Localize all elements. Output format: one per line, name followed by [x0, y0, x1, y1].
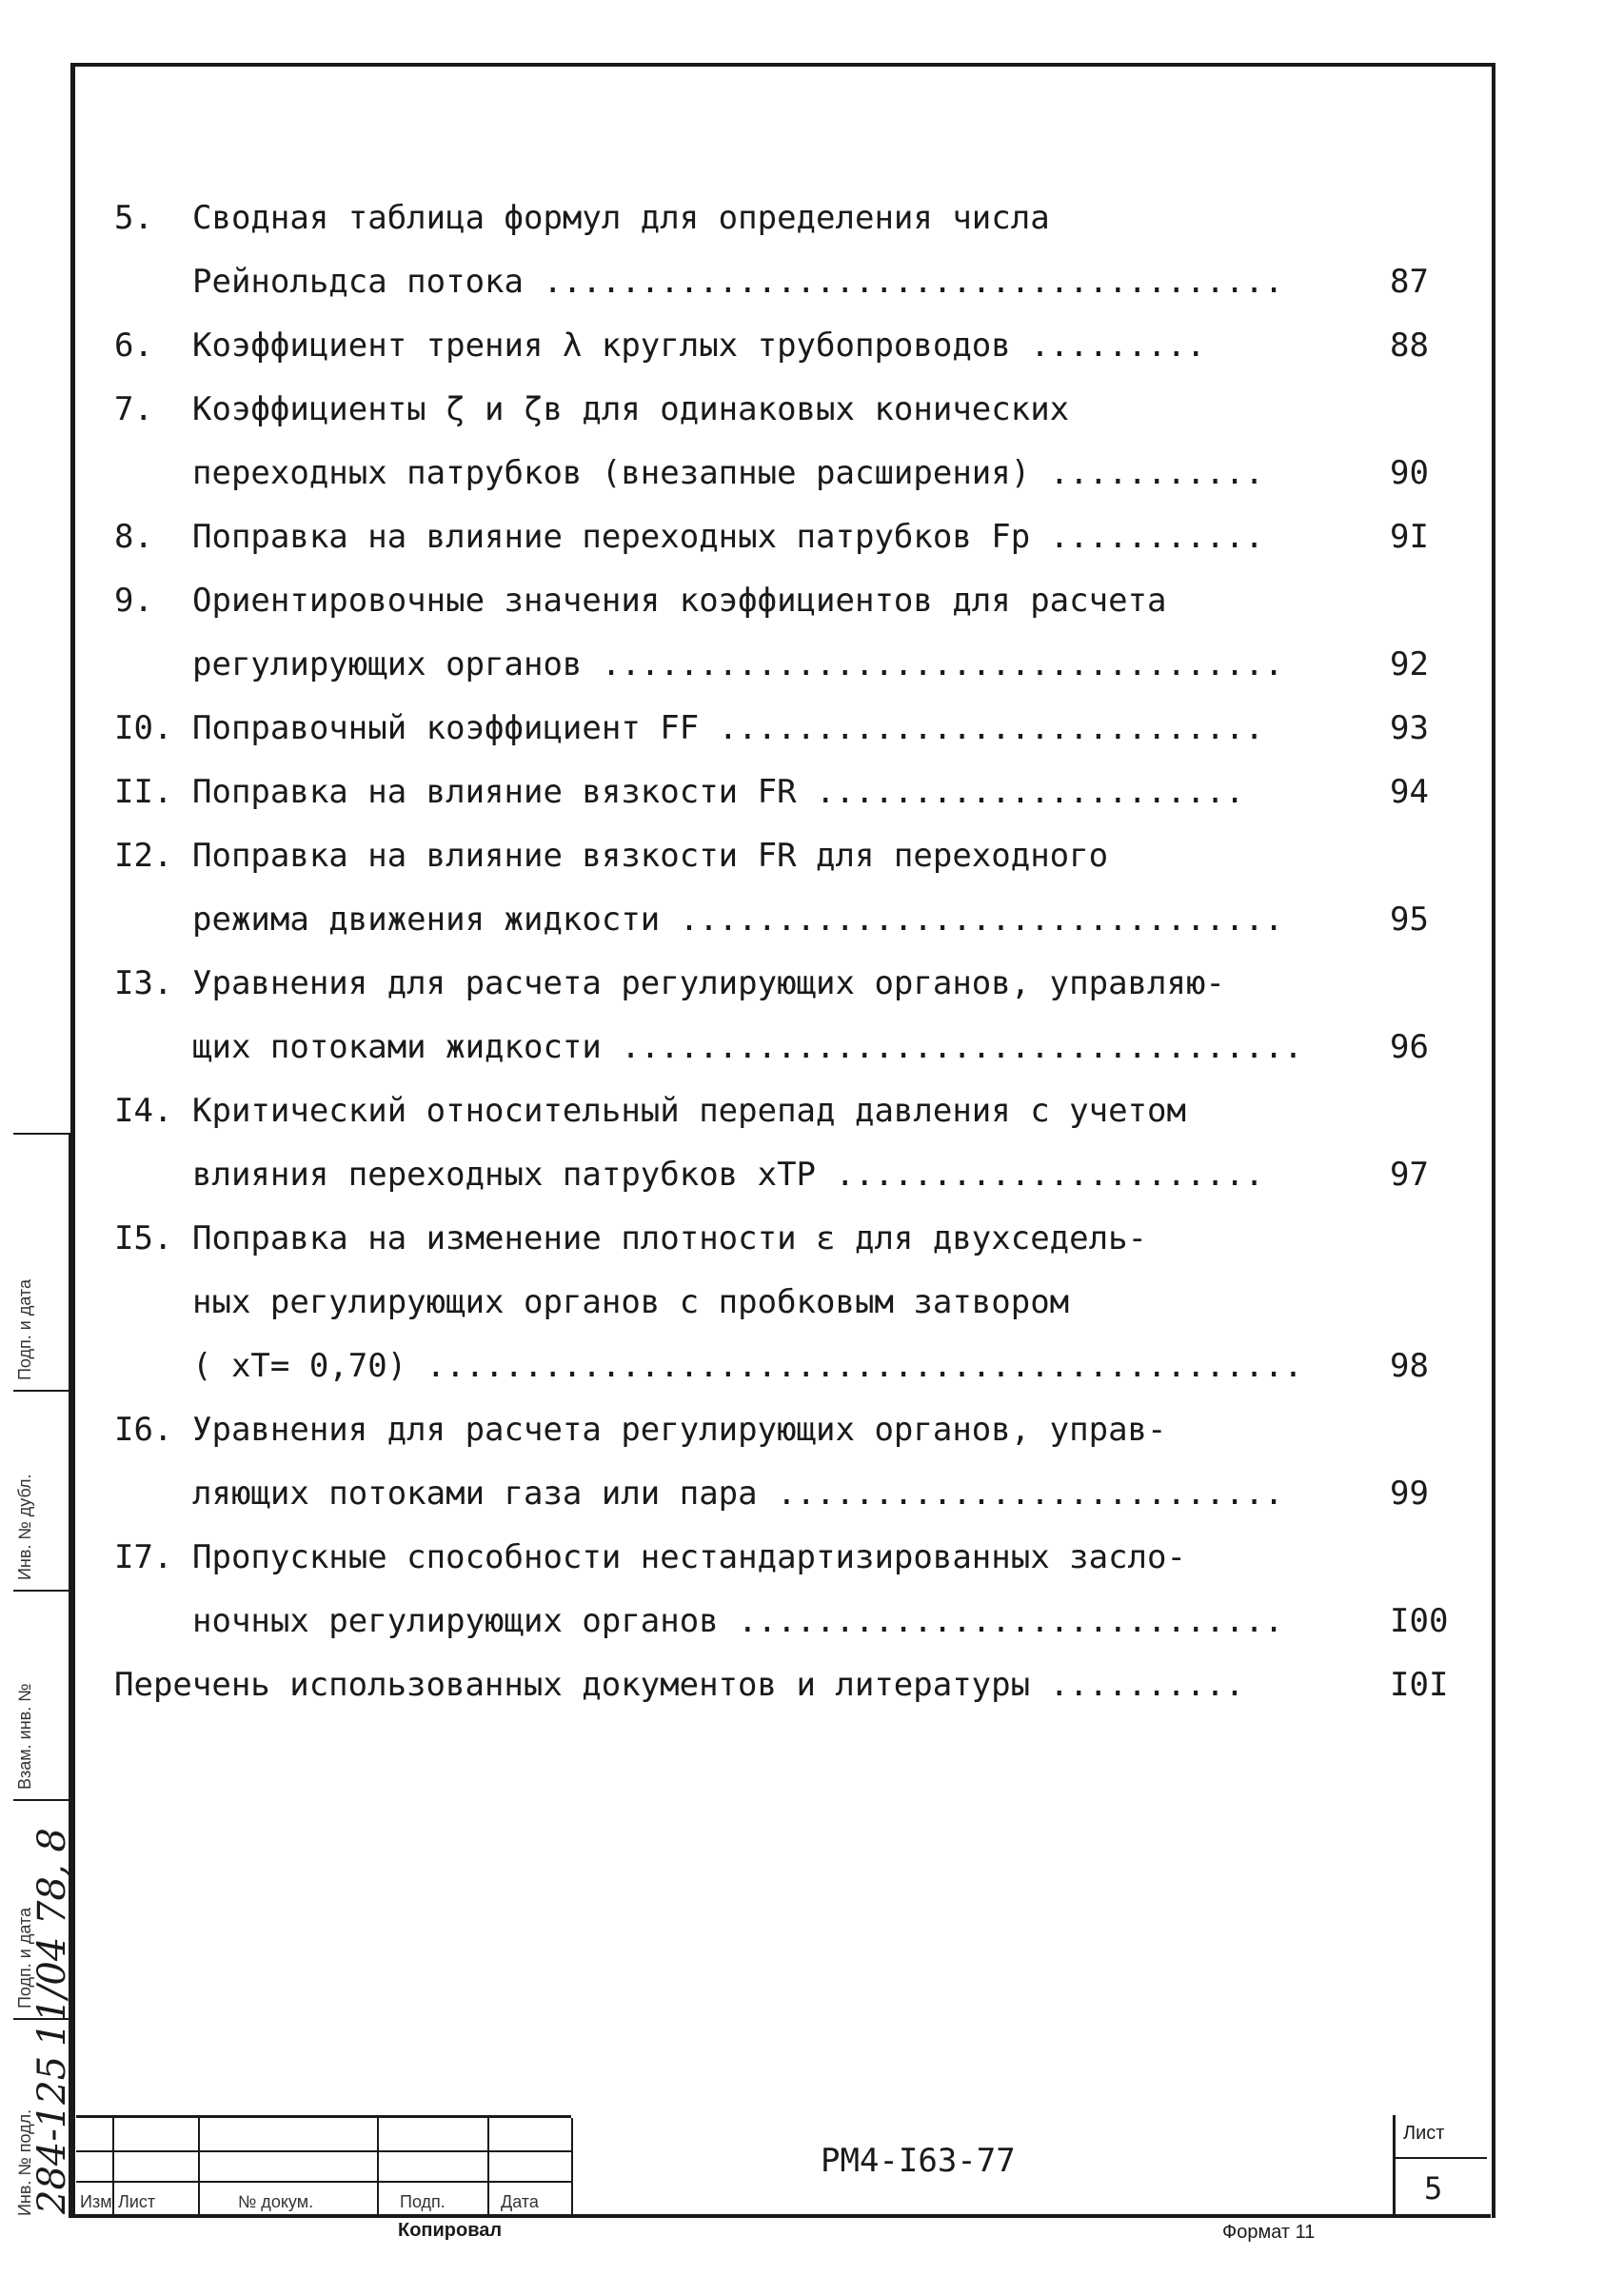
- toc-row: [114, 1590, 1466, 1653]
- margin-label-sign-date-2: Подп. и дата: [15, 1278, 34, 1380]
- toc-row: [114, 187, 1466, 250]
- toc-row: [114, 1335, 1466, 1398]
- margin-label-dup: Инв. № дубл.: [15, 1474, 34, 1580]
- toc-entry-text: ( xT= 0,70) .............................................: [192, 1347, 1303, 1385]
- toc-number: I0.: [114, 709, 173, 747]
- toc-entry-text: Уравнения для расчета регулирующих органов, управляю-: [192, 964, 1225, 1002]
- handwritten-date: 11/04 78, 8: [30, 1828, 74, 2047]
- toc-entry-text: переходных патрубков (внезапные расширения) ...........: [192, 454, 1264, 492]
- toc-page-number: 92: [1390, 645, 1429, 683]
- toc-number: I5.: [114, 1219, 173, 1257]
- toc-page-number: 96: [1390, 1028, 1429, 1066]
- toc-entry-text: Ориентировочные значения коэффициентов для расчета: [192, 582, 1167, 620]
- toc-row-references: [114, 1653, 1466, 1717]
- toc-row: [114, 761, 1466, 824]
- toc-row: [114, 378, 1466, 442]
- toc-entry-text: ных регулирующих органов с пробковым затвором: [192, 1283, 1070, 1321]
- toc-page-number: 88: [1390, 327, 1429, 365]
- toc-row: [114, 697, 1466, 761]
- toc-row: [114, 824, 1466, 888]
- toc-number: 7.: [114, 390, 153, 428]
- document-code: РМ4-I63-77: [821, 2142, 1016, 2180]
- revision-grid: [76, 2115, 571, 2217]
- toc-entry-text: ночных регулирующих органов ............................: [192, 1602, 1284, 1640]
- bottom-border: [70, 2214, 1491, 2218]
- toc-entry-text: Поправка на изменение плотности ε для двухседель-: [192, 1219, 1148, 1257]
- toc-row: [114, 1271, 1466, 1335]
- toc-page-number: 87: [1390, 263, 1429, 301]
- toc-page-number: 95: [1390, 901, 1429, 939]
- toc-number: I4.: [114, 1092, 173, 1130]
- toc-page-number: 97: [1390, 1156, 1429, 1194]
- toc-page-number: 99: [1390, 1475, 1429, 1513]
- toc-page-number: I0I: [1390, 1666, 1449, 1704]
- col-label-sign: Подп.: [400, 2192, 446, 2211]
- toc-number: II.: [114, 773, 173, 811]
- toc-entry-text: Поправка на влияние вязкости FR ......................: [192, 773, 1245, 811]
- toc-page-number: I00: [1390, 1602, 1449, 1640]
- toc-row: [114, 250, 1466, 314]
- toc-row: [114, 1526, 1466, 1590]
- handwritten-inv-number: 284-125: [30, 2055, 74, 2214]
- toc-number: 5.: [114, 199, 153, 237]
- toc-entry-text: Пропускные способности нестандартизированных засло-: [192, 1538, 1186, 1576]
- toc-row: [114, 888, 1466, 952]
- toc-row: [114, 633, 1466, 697]
- table-of-contents: [114, 187, 1466, 1717]
- toc-number: I3.: [114, 964, 173, 1002]
- toc-number: 6.: [114, 327, 153, 365]
- toc-row: [114, 952, 1466, 1016]
- toc-row: [114, 505, 1466, 569]
- toc-entry-text: режима движения жидкости ...............................: [192, 901, 1284, 939]
- toc-row: [114, 1143, 1466, 1207]
- toc-entry-text: щих потоками жидкости ...................................: [192, 1028, 1303, 1066]
- toc-entry-text: Сводная таблица формул для определения числа: [192, 199, 1050, 237]
- toc-entry-text: Поправка на влияние переходных патрубков Fp ...........: [192, 518, 1264, 556]
- toc-page-number: 90: [1390, 454, 1429, 492]
- toc-entry-text: Критический относительный перепад давления с учетом: [192, 1092, 1186, 1130]
- toc-page-number: 94: [1390, 773, 1429, 811]
- toc-entry-text: влияния переходных патрубков xTP ......................: [192, 1156, 1264, 1194]
- margin-label-sign-date: Подп. и дата: [15, 1907, 34, 2009]
- paper-format: Формат 11: [1222, 2222, 1316, 2243]
- title-block: [76, 2115, 1487, 2214]
- toc-row: [114, 569, 1466, 633]
- toc-number: 8.: [114, 518, 153, 556]
- toc-page-number: 9I: [1390, 518, 1429, 556]
- toc-entry-text: Перечень использованных документов и литературы ..........: [114, 1666, 1245, 1704]
- toc-entry-text: Коэффициент трения λ круглых трубопроводов .........: [192, 327, 1206, 365]
- toc-row: [114, 1207, 1466, 1271]
- col-label-izm: Изм: [80, 2192, 112, 2211]
- toc-entry-text: Рейнольдса потока ......................................: [192, 263, 1284, 301]
- sheet-label: Лист: [1403, 2123, 1445, 2144]
- col-label-list: Лист: [118, 2192, 156, 2211]
- col-label-doc: № докум.: [238, 2192, 314, 2211]
- sheet-box: [1393, 2115, 1487, 2214]
- toc-entry-text: ляющих потоками газа или пара ..........................: [192, 1475, 1284, 1513]
- toc-row: [114, 1462, 1466, 1526]
- toc-row: [114, 442, 1466, 505]
- toc-page-number: 93: [1390, 709, 1429, 747]
- toc-number: I7.: [114, 1538, 173, 1576]
- toc-entry-text: Коэффициенты ζ и ζв для одинаковых конических: [192, 390, 1070, 428]
- toc-entry-text: Поправка на влияние вязкости FR для переходного: [192, 837, 1109, 875]
- toc-row: [114, 1016, 1466, 1079]
- toc-entry-text: Уравнения для расчета регулирующих органов, управ-: [192, 1411, 1167, 1449]
- toc-page-number: 98: [1390, 1347, 1429, 1385]
- toc-entry-text: Поправочный коэффициент FF ............................: [192, 709, 1264, 747]
- margin-label-replace: Взам. инв. №: [15, 1683, 34, 1790]
- toc-number: 9.: [114, 582, 153, 620]
- toc-row: [114, 314, 1466, 378]
- margin-stamp: [13, 1133, 72, 2218]
- toc-number: I6.: [114, 1411, 173, 1449]
- toc-entry-text: регулирующих органов ...................................: [192, 645, 1284, 683]
- toc-number: I2.: [114, 837, 173, 875]
- margin-label-inv: Инв. № подл.: [15, 2108, 34, 2216]
- col-label-date: Дата: [501, 2192, 539, 2211]
- toc-row: [114, 1079, 1466, 1143]
- toc-row: [114, 1398, 1466, 1462]
- copied-by: Копировал: [398, 2220, 503, 2241]
- sheet-number: 5: [1424, 2170, 1443, 2207]
